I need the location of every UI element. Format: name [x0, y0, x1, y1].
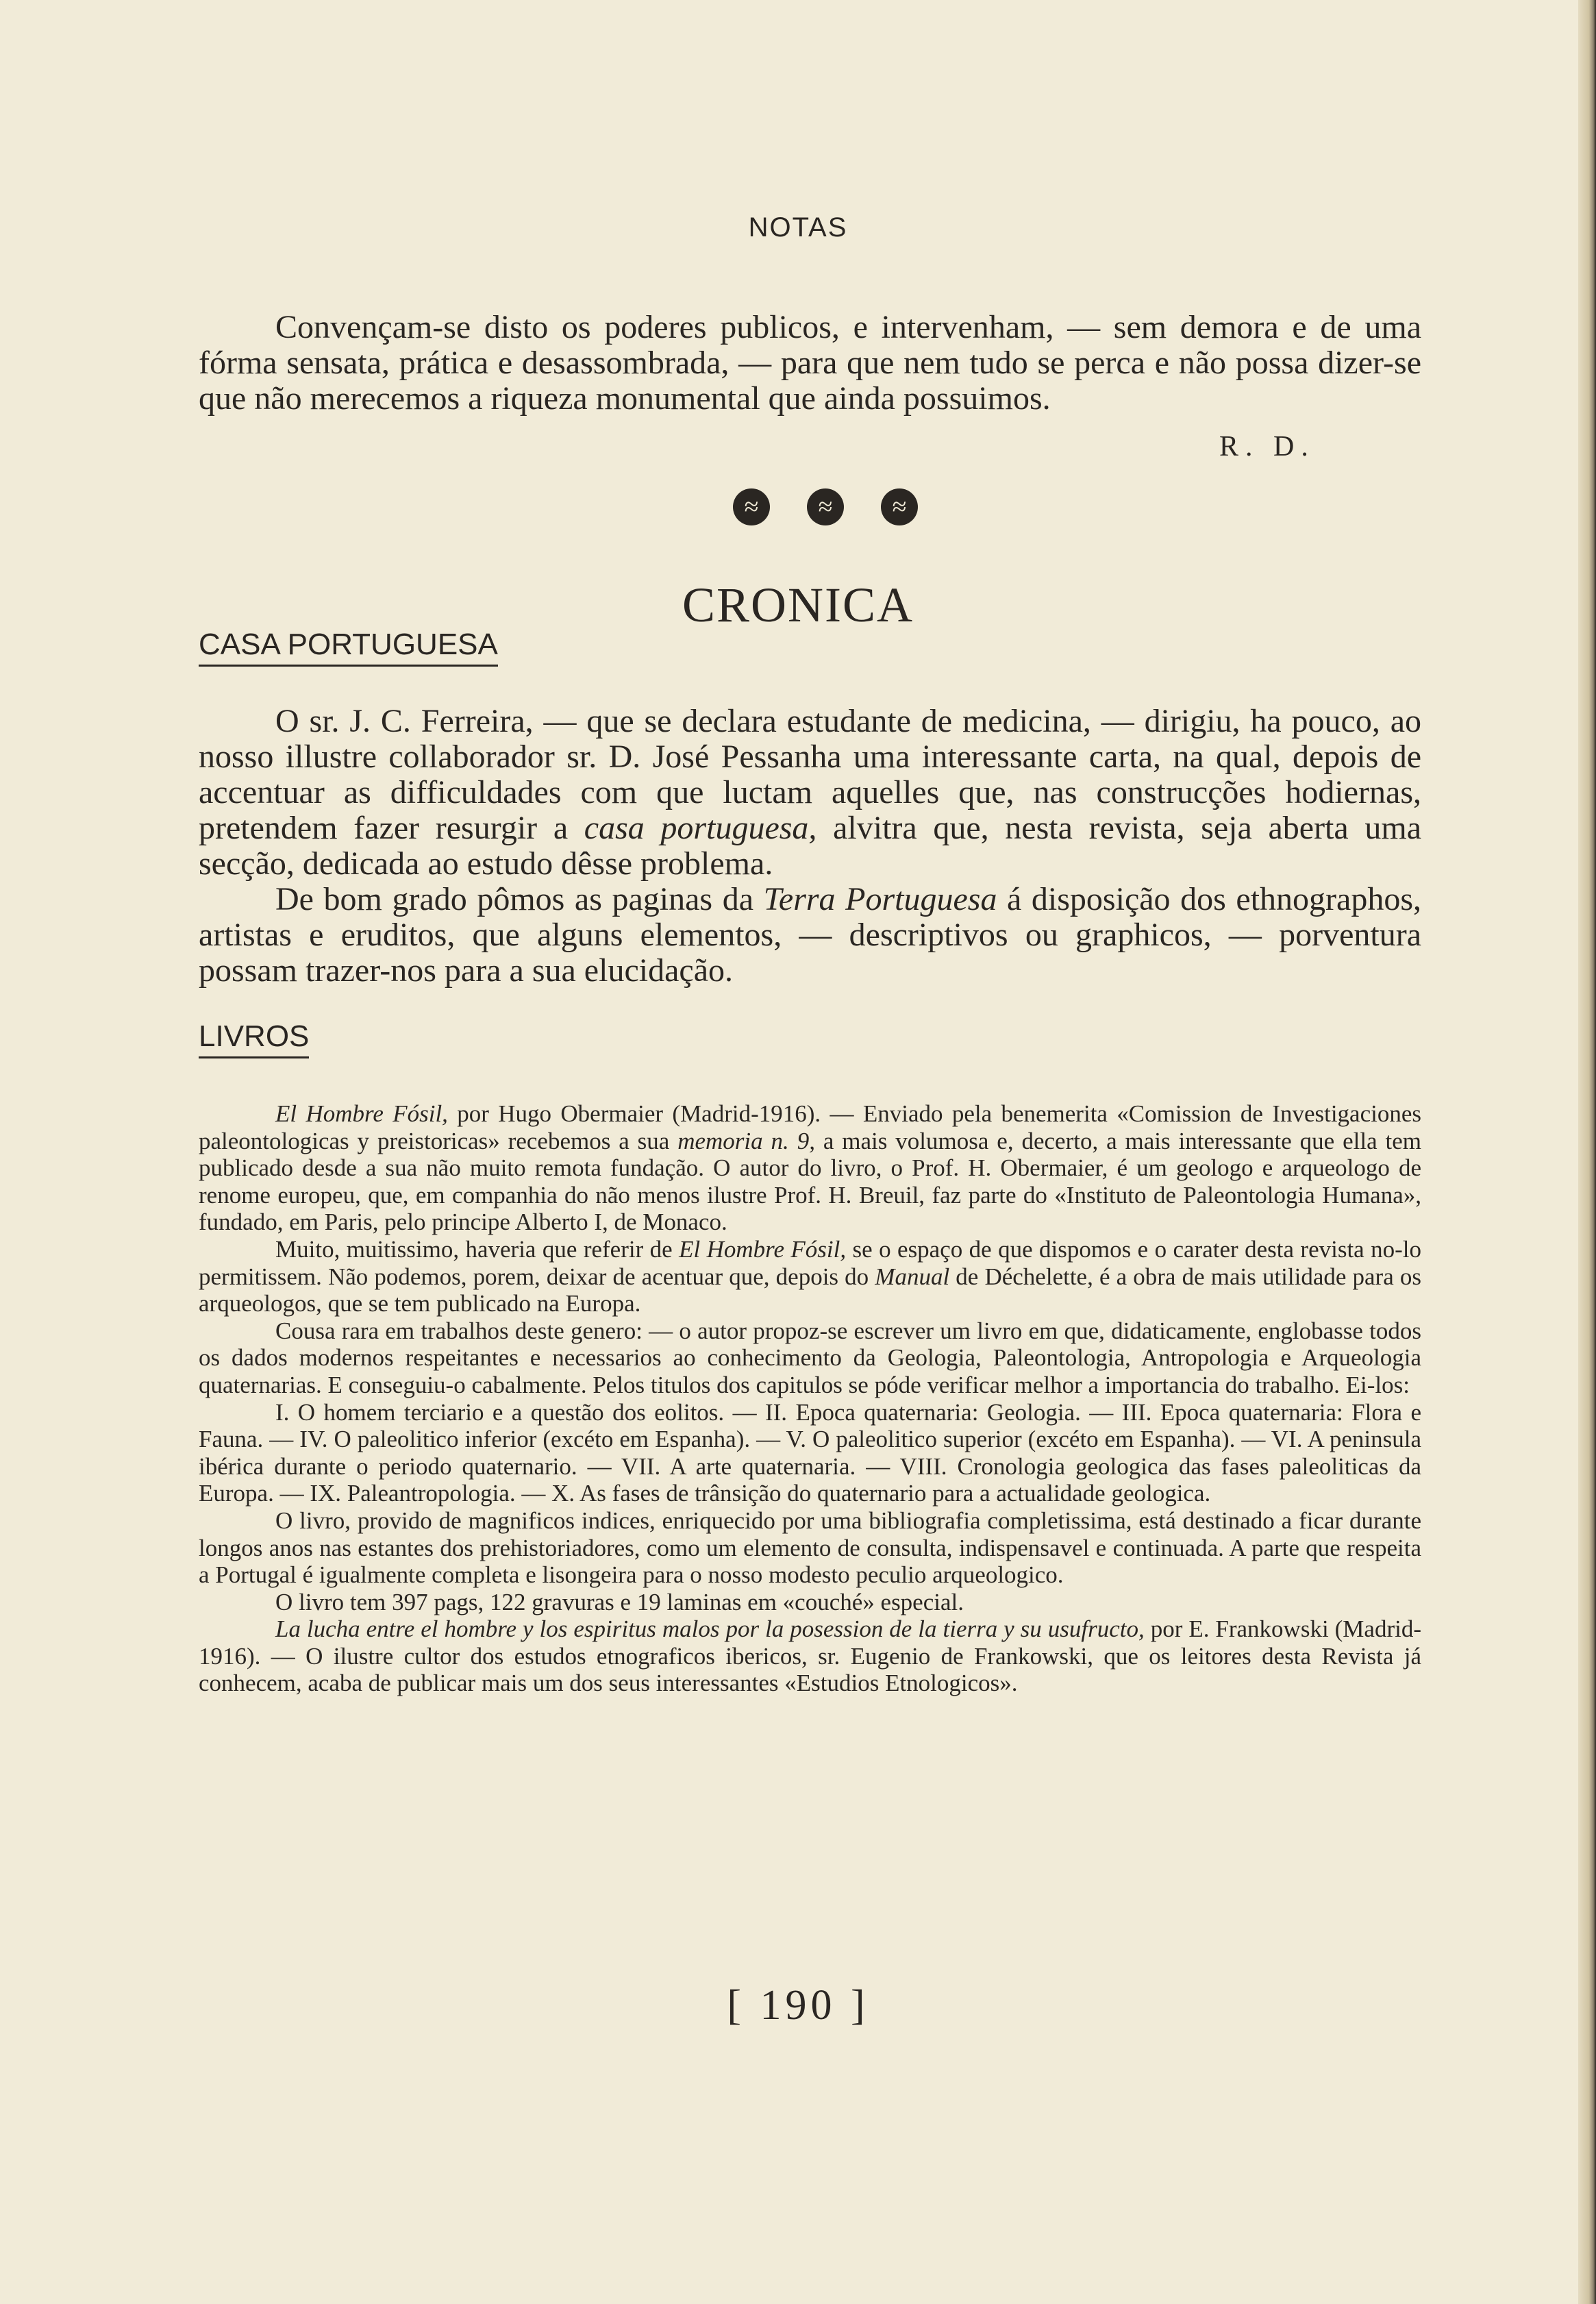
casa-text: [199, 704, 1421, 989]
page-number: [ 190 ]: [727, 1982, 869, 2029]
livros-paragraph-7: La lucha entre el hombre y los espiritus malos por la posession de la tierra y su usufructo, por E. Frankowski (Madrid-1916). — O ilustre cultor dos estudos etnograficos ibericos, sr. Eugenio de Frankowski, que os leitores desta Revista já conhecem, acaba de publicar mais um dos seus interessantes «Estudios Etnologicos».: [199, 1615, 1421, 1697]
running-head: NOTAS: [748, 212, 848, 243]
livros-paragraph-3: Cousa rara em trabalhos deste genero: — o autor propoz-se escrever um livro em que, didaticamente, englobasse todos os dados modernos respeitantes e necessarios ao conhecimento da Geologia, Paleontologia, Antropologia e Arqueologia quaternarias. E conseguiu-o cabalmente. Pelos titulos dos capitulos se póde verificar melhor a importancia do trabalho. Ei-los:: [199, 1317, 1421, 1398]
casa-paragraph-2: De bom grado pômos as paginas da Terra Portuguesa á disposição dos ethnographos, artistas e eruditos, que alguns elementos, — descriptivos ou graphicos, — porventura possam trazer-nos para a sua elucidação.: [199, 881, 1422, 989]
ornament-icon: ≈: [881, 488, 918, 525]
section-title: CRONICA: [682, 578, 914, 632]
ornament-row: [733, 488, 918, 530]
casa-paragraph-1: O sr. J. C. Ferreira, — que se declara estudante de medicina, — dirigiu, ha pouco, ao nosso illustre collaborador sr. D. José Pessanha uma interessante carta, na qual, depois de accentuar as difficuldades com que luctam aquelles que, nas construcções hodiernas, pretendem fazer resurgir a casa portuguesa, alvitra que, nesta revista, seja aberta uma secção, dedicada ao estudo dêsse problema.: [199, 703, 1421, 882]
ornament-icon: ≈: [733, 488, 770, 525]
livros-paragraph-6: O livro tem 397 pags, 122 gravuras e 19 laminas em «couché» especial.: [275, 1588, 964, 1615]
livros-paragraph-4: I. O homem terciario e a questão dos eolitos. — II. Epoca quaternaria: Geologia. — III. Epoca quaternaria: Flora e Fauna. — IV. O paleolitico inferior (excéto em Espanha). — V. O paleolitico superior (excéto em Espanha). — VI. A peninsula ibérica durante o periodo quaternario. — VII. A arte quaternaria. — VIII. Cronologia geologica das fases paleoliticas da Europa. — IX. Paleantropologia. — X. As fases de trânsição do quaternario para a actualidade geologica.: [199, 1398, 1421, 1507]
livros-paragraph-2: Muito, muitissimo, haveria que referir de El Hombre Fósil, se o espaço de que dispomos e o carater desta revista no-lo permitissem. Não podemos, porem, deixar de acentuar que, depois do Manual de Déchelette, é a obra de mais utilidade para os arqueologos, que se tem publicado na Europa.: [199, 1235, 1422, 1317]
page-edge: [1578, 0, 1596, 2304]
notas-paragraph: Convençam-se disto os poderes publicos, e intervenham, — sem demora e de uma fórma sensata, prática e desassombrada, — para que nem tudo se perca e não possa dizer-se que não merecemos a riqueza monumental que ainda possuimos.: [199, 309, 1421, 417]
livros-text: [199, 1100, 1421, 1697]
livros-paragraph-1: El Hombre Fósil, por Hugo Obermaier (Madrid-1916). — Enviado pela benemerita «Comission de Investigaciones paleontologicas y preistoricas» recebemos a sua memoria n. 9, a mais volumosa e, decerto, a mais interessante que ella tem publicado desde a sua não muito remota fundação. O autor do livro, o Prof. H. Obermaier, é um geologo e arqueologo de renome europeu, que, em companhia do não menos ilustre Prof. H. Breuil, faz parte do «Instituto de Paleontologia Humana», fundado, em Paris, pelo principe Alberto I, de Monaco.: [199, 1100, 1422, 1236]
notas-text: [199, 310, 1421, 417]
signature: R. D.: [1219, 431, 1315, 462]
livros-paragraph-5: O livro, provido de magnificos indices, enriquecido por uma bibliografia completissima, está destinado a ficar durante longos anos nas estantes dos prehistoriadores, como um elemento de consulta, indispensavel e continuada. A parte que respeita a Portugal é igualmente completa e lisongeira para o nosso modesto peculio arqueologico.: [199, 1507, 1421, 1589]
livros-heading: LIVROS: [199, 1019, 309, 1058]
casa-heading: CASA PORTUGUESA: [199, 628, 498, 667]
ornament-icon: ≈: [807, 488, 844, 525]
